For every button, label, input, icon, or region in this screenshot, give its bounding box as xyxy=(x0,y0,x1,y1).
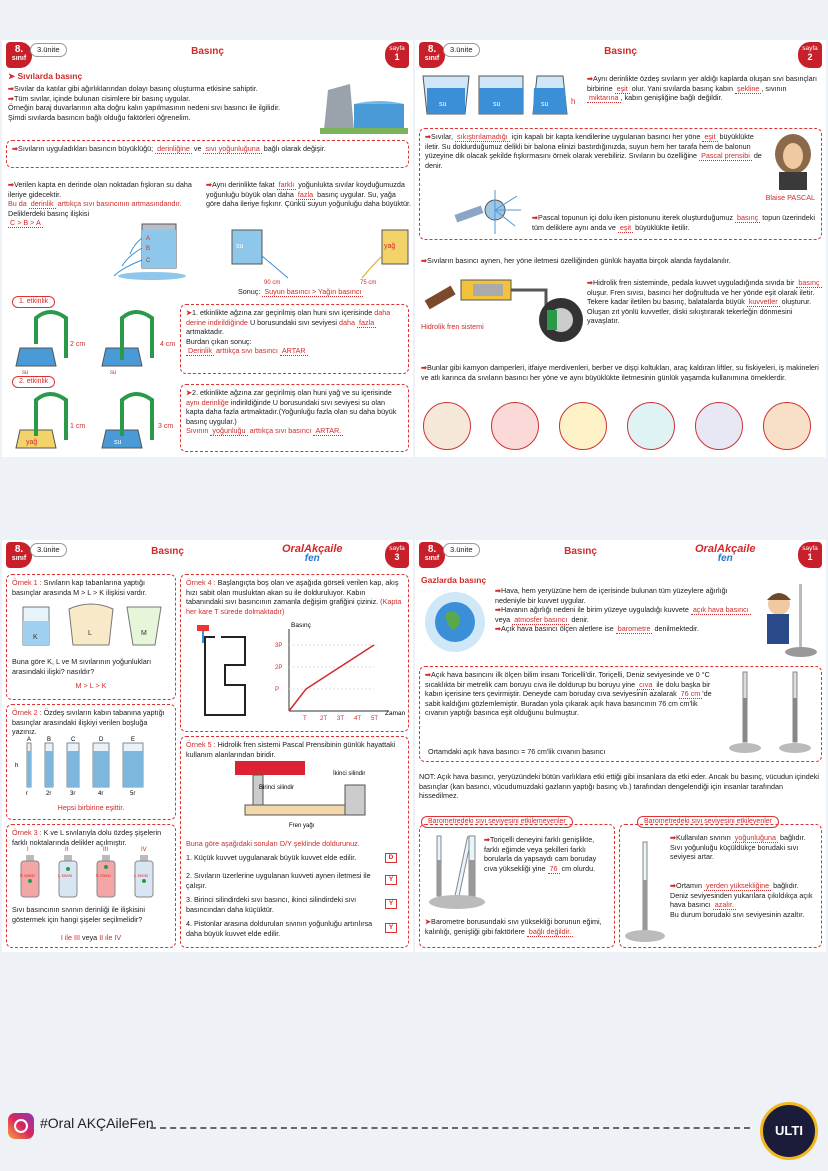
bottle-cap-2 xyxy=(64,855,72,861)
example-3-bottles xyxy=(13,847,169,899)
x-axis-label: Zaman xyxy=(385,710,406,717)
example-1-containers xyxy=(13,599,169,649)
x-tick: 3T xyxy=(337,716,345,722)
page-header xyxy=(415,40,826,68)
activity-2-height-1: 1 cm xyxy=(70,423,86,430)
cylinder-radius-D: 4r xyxy=(98,791,104,797)
cylinder-label-E: E xyxy=(131,737,136,743)
container-m-label: M xyxy=(141,630,147,637)
page-number-badge: sayfa 1 xyxy=(798,542,822,568)
torricelli-summary: Ortamdaki açık hava basıncı = 76 cm'lik cıvanın basıncı xyxy=(428,747,606,756)
page-title: Basınç xyxy=(564,546,597,557)
section-title: Gazlarda basınç xyxy=(421,575,487,585)
cylinder-label-D: D xyxy=(99,737,104,743)
bottle-liquid-2: L sıvısı xyxy=(58,873,73,878)
bottle-cap-3 xyxy=(102,855,110,861)
social-handle[interactable]: #Oral AKÇAileFen xyxy=(40,1115,154,1131)
oil-label: yağ xyxy=(384,243,396,250)
factors-box: ➡Sıvıların uyguladıkları basıncın büyüklüğü; derinliğine ve sıvı yoğunluğuna bağlı olarak değişir. xyxy=(6,140,409,168)
density-text: ➡Aynı derinlikte fakat farklı yoğunlukta sıvılar koyduğumuzda yoğunluğu büyük olan daha fazla basınç uygular. Su, yağa göre daha ileriye fışkırır. Çünkü suyun yoğunluğu daha büyüktür. xyxy=(206,180,411,208)
tilted-barometers-illustration xyxy=(427,834,487,910)
activity-2-water-label: su xyxy=(114,439,122,446)
example-1-box: Örnek 1 : Sıvıların kap tabanlarına yaptığı basınçlar arasında M > L > K ilişkisi vardır. K L M Buna göre K, L ve M sıvılarının yoğunlukları arasındaki ilişki? nasıldır? M > L > K xyxy=(6,574,176,700)
example-2-cylinders xyxy=(13,737,169,797)
page-3 xyxy=(2,540,413,952)
water-label-3: su xyxy=(541,101,549,108)
unit-label: 3.ünite xyxy=(443,43,480,57)
example-4-container xyxy=(191,625,261,725)
example-4-box: Örnek 4 : Başlangıçta boş olan ve aşağıda görseli verilen kap, akış hızı sabit olan musluktan akan su ile dolduruluyor. Kabın tabanındaki sıvı basıncının zamanla değişim grafiğini çiziniz. (Kapta her kare T sürede dolmaktadır) Basınç Zaman 3P 2P P T 2T 3T 4T 5T xyxy=(180,574,409,732)
cylinder-liquid-E xyxy=(123,751,143,787)
bottle-2 xyxy=(59,861,77,897)
bottle-label-2: II xyxy=(65,847,69,853)
example-5-answer-2: Y xyxy=(385,875,397,885)
page-header xyxy=(2,40,413,68)
distance-water: 90 cm xyxy=(264,280,281,286)
activity-1-text: ➤1. etkinlikte ağzına zar geçirilmiş olan huni sıvı içerisinde daha derine indirildiğinde U borusundaki sıvı seviyesi daha fazla artmaktadır. Burdan çıkan sonuç: Derinlik arttıkça sıvı basıncı ARTAR xyxy=(180,304,409,374)
example-3-answer: I ile III veya II ile IV xyxy=(60,933,122,942)
note-text: NOT: Açık hava basıncı, yeryüzündeki bütün varlıklara etki ettiği gibi insanlara da etki eder. Ancak bu basınç, vücudun içindeki basınçlar (kan basıncı, vücudumuzdaki gazların yaptığı basınç vb.) tarafından dengelendiği için insanlar tarafından hissedilmez. xyxy=(419,772,819,800)
example-5-item-3: 3. Birinci silindirdeki sıvı basıncı, ikinci silindirdeki sıvı basıncından daha küçüktür. xyxy=(186,895,357,914)
page-title: Basınç xyxy=(604,46,637,57)
depth-label: h xyxy=(571,97,576,106)
page-4 xyxy=(415,540,826,952)
intro-text: ➡Sıvılar da katılar gibi ağırlıklarından dolayı basınç oluşturma etkisine sahiptir. ➡Tüm sıvılar, içinde bulunan cisimlere bir basınç uygular. Örneğin baraj duvarlarının alta doğru kalın yapılmasının nedeni sıvı basıncı ile ilgilidir. Şimdi sıvılarda basıncın bağlı olduğu faktörleri öğrenelim. xyxy=(8,84,281,122)
unit-label: 3.ünite xyxy=(443,543,480,557)
car-lift-icon xyxy=(695,402,743,450)
second-cylinder-label: İkinci silindir xyxy=(333,771,366,777)
activity-1-water-label: su xyxy=(22,370,29,376)
example-4-chart xyxy=(275,622,406,727)
example-1-answer: M > L > K xyxy=(75,681,107,690)
water-label-1: su xyxy=(439,101,447,108)
non-affecting-factors-box: ➡Toriçelli deneyini farklı genişlikte, farklı eğimde veya şekilleri farklı borularla da yapsaydı cam boruday cıva yüksekliği yine 76 cm olurdu. ➤Barometre borusundaki sıvı yüksekliği borunun eğimi, kalınlığı, genişliği gibi faktörlere bağlı değildir. xyxy=(419,824,615,948)
page-title: Basınç xyxy=(151,546,184,557)
example-5-box: Örnek 5 : Hidrolik fren sistemi Pascal Prensibinin günlük hayattaki kullanım alanlarından biridir. Birinci silindir İkinci silindir Fren yağı Buna göre aşağıdaki soruları D/Y şeklinde doldurunuz. 1. Küçük kuvvet uygulanarak büyük kuvvet elde edilir. D 2. Sıvıların üzerlerine uygulanan kuvveti aynen iletmesi ile çalışır. Y 3. Birinci silindirdeki sıvı basıncı, ikinci silindirdeki sıvı basıncından daha küçüktür. Y 4. Pistonlar arasına doldurulan sıvının yoğunluğu artırılırsa daha büyük kuvvet elde edilir. Y xyxy=(180,736,409,948)
footer xyxy=(0,1100,828,1171)
section-title: ➤ Sıvılarda basınç xyxy=(8,71,83,81)
excavator-icon xyxy=(559,402,607,450)
depth-text: ➡Verilen kapta en derinde olan noktadan fışkıran su daha ileriye gidecektir. Bu da derinlik arttıkça sıvı basıncının artmasındandır. Deliklerdeki basınç ilişkisi C > B > A xyxy=(8,180,192,227)
y-tick: 2P xyxy=(275,665,283,671)
example-3-box: Örnek 3 : K ve L sıvılarıyla dolu özdeş şişelerin farklı noktalarında delikler açılmıştır. I K sıvısı II L sıvısı III K sıvısı IV L sıvısı Sıvı basıncının sıvının derinliği ile ilişkisini göstermek için hangi şişeler seçilmelidir? I ile III veya II ile IV xyxy=(6,824,176,948)
distance-oil: 75 cm xyxy=(360,280,377,286)
examples-text: ➡Bunlar gibi kamyon damperleri, itfaiye merdivenleri, berber ve dişçi koltukları, araç kaldıran liftler, su fiskiyeleri, iş makineleri ve atlı karınca da sıvıların basıncı her yöne ve aynı büyüklükte iletmesinin günlük yaşamda kullanımına örneklerdir. xyxy=(421,363,819,382)
activity-2-oil-label: yağ xyxy=(26,439,38,446)
grade-badge: 8. sınıf xyxy=(6,42,32,68)
example-5-answer-4: Y xyxy=(385,923,397,933)
cylinder-label-C: C xyxy=(71,737,76,743)
conclusion: Sonuç: Suyun basıncı > Yağın basıncı xyxy=(238,287,362,296)
page-title: Basınç xyxy=(191,46,224,57)
examples-icons xyxy=(423,402,823,452)
x-tick: 5T xyxy=(371,716,379,722)
pressure-line xyxy=(289,645,374,711)
page-number-badge: sayfa 3 xyxy=(385,542,409,568)
grade-badge: 8. sınıf xyxy=(419,42,445,68)
page-header xyxy=(2,540,413,568)
torricelli-experiment-illustration xyxy=(723,668,819,760)
footer-divider xyxy=(150,1127,750,1129)
container-l-label: L xyxy=(88,630,92,637)
bottle-hole-2 xyxy=(66,867,70,871)
activity-2-label: 2. etkinlik xyxy=(12,376,55,388)
activity-1-illustration xyxy=(10,308,190,376)
activity-1-height-1: 2 cm xyxy=(70,341,86,348)
x-tick: 2T xyxy=(320,716,328,722)
hole-container-illustration xyxy=(112,220,207,280)
barometer-tube-illustration xyxy=(623,840,671,946)
x-tick: 4T xyxy=(354,716,362,722)
bottle-label-3: III xyxy=(103,847,109,853)
grade-badge: 8. sınıf xyxy=(419,542,445,568)
cylinder-liquid-C xyxy=(67,751,79,787)
hydraulic-brake-label: Hidrolik fren sistemi xyxy=(421,322,484,331)
non-affecting-factors-label: Barometredeki sıvı seviyesini etkilemeyenler xyxy=(421,816,573,828)
cylinder-liquid-A xyxy=(27,751,31,787)
carousel-icon xyxy=(763,402,811,450)
same-depth-text: ➡Aynı derinlikte özdeş sıvıların yer aldığı kaplarda oluşan sıvı basınçları birbirine eşit olur. Yani sıvılarda basınç kabın şekline , sıvının miktarına , kabın genişliğine bağlı değildir. xyxy=(587,74,818,102)
bottle-hole-4 xyxy=(142,879,146,883)
bottle-hole-1 xyxy=(28,879,32,883)
daily-use-text: ➡Sıvıların basıncı aynen, her yöne iletmesi özelliğinden günlük hayatta birçok alanda faydalanılır. xyxy=(421,256,731,265)
brand-logo: OralAkçaile fen xyxy=(695,543,756,564)
activity-2-text: ➤2. etkinlikte ağzına zar geçirilmiş olan huni yağ ve su içerisinde aynı derinliğe indirildiğinde U borusundaki sıvı seviyesi su olan kapta daha fazla artmaktadır.(Yoğunluğu fazla olan su daha büyük basınç uygular.) Sıvının yoğunluğu arttıkça sıvı basıncı ARTAR. xyxy=(180,384,409,452)
example-2-box: Örnek 2 : Özdeş sıvıların kabın tabanına yaptığı basınçlar arasındaki ilişkiyi verilen boşluğa yazınız. h A r B 2r C 3r D 4r E 5r Hepsi birbirine eşittir. xyxy=(6,704,176,820)
activity-2-height-2: 3 cm xyxy=(158,423,174,430)
grade-badge: 8. sınıf xyxy=(6,542,32,568)
example-5-item-1: 1. Küçük kuvvet uygulanarak büyük kuvvet elde edilir. xyxy=(186,853,357,862)
water-label: su xyxy=(236,243,244,250)
page-1 xyxy=(2,40,413,457)
affecting-factors-box: ➡Kullanılan sıvının yoğunluğuna bağlıdır. Sıvı yoğunluğu küçüldükçe borudaki sıvı seviyesi artar. ➡Ortamın yerden yüksekliğine bağlıdır. Deniz seviyesinden yukarılara çıkıldıkça açık hava basıncı azalır. Bu durum borudaki sıvı seviyesinin azaltır. xyxy=(619,824,822,948)
y-tick: 3P xyxy=(275,643,283,649)
brand-logo: OralAkçaile fen xyxy=(282,543,343,564)
example-2-answer: Hepsi birbirine eşittir. xyxy=(57,803,125,812)
bottle-label-1: I xyxy=(27,847,29,853)
bottle-hole-3 xyxy=(104,865,108,869)
brake-fluid-label: Fren yağı xyxy=(289,823,315,829)
cylinder-radius-B: 2r xyxy=(46,791,52,797)
cylinder-radius-C: 3r xyxy=(70,791,76,797)
torricelli-box: ➡Açık hava basıncını ilk ölçen bilim insanı Toricelli'dir. Toriçelli, Deniz seviyesinde ve 0 °C sıcaklıkta bir metrelik cam boruyu cıva ile doldurup bu boruyu yine cıva ile dolu başka bir kabın içerisine ters çevirmiştir. Deneyde cam boruday cıva seviyesinin azalarak 76 cm 'de sabit kaldığını gözlemlemiştir. Buradan yola çıkarak açık hava basıncının 76 cm cm'lik cıvanın yaptığı basınca eşit olduğunu bulmuştur. Ortamdaki açık hava basıncı = 76 cm'lik cıvanın basıncı xyxy=(419,666,822,762)
page-number-badge: sayfa 2 xyxy=(798,42,822,68)
activity-2-illustration xyxy=(10,386,190,452)
pascal-box: ➡Sıvılar, sıkıştırılamadığı için kapalı bir kapta kendilerine uygulanan basıncı her yöne eşit büyüklükte iletir. Su doldurduğumuz delikli bir balona elinizi bastırdığınızda, suyun hem her tarafa hem de balonun yüzeyine dik olacak şekilde fışkırmasını örnek olarak verebiliriz. Sıvıların bu özelliğine Pascal prensibi de denir. Blaise PASCAL ➡Pascal topunun içi dolu iken pistonunu iterek oluşturduğumuz basınç topun üzerindeki tüm deliklere aynı anda ve eşit büyüklükte iletilir. xyxy=(419,128,822,240)
label-a: A xyxy=(146,236,151,242)
bottle-liquid-4: L sıvısı xyxy=(134,873,149,878)
page-number-badge: sayfa 1 xyxy=(385,42,409,68)
example-5-item-4: 4. Pistonlar arasına doldurulan sıvının yoğunluğu artırılırsa daha büyük kuvvet elde edilir. xyxy=(186,919,373,938)
air-pressure-text: ➡Hava, hem yeryüzüne hem de içerisinde bulunan tüm yüzeylere ağırlığı nedeniyle bir kuvvet uygular. ➡Havanın ağırlığı nedeni ile birim yüzeye uyguladığı kuvvete açık hava basıncı veya atmosfer basıncı denir. ➡Açık hava basıncı ölçen aletlere ise barometre denilmektedir. xyxy=(495,586,749,633)
y-tick: P xyxy=(275,687,280,693)
first-cylinder-label: Birinci silindir xyxy=(259,785,295,791)
pascal-ball-illustration xyxy=(455,190,525,236)
bottle-liquid-1: K sıvısı xyxy=(20,873,35,878)
example-5-answer-3: Y xyxy=(385,899,397,909)
activity-1-water-label-2: su xyxy=(110,370,117,376)
example-5-answer-1: D xyxy=(385,853,397,863)
cylinder-liquid-D xyxy=(93,751,109,787)
publisher-logo: ULTI xyxy=(760,1102,818,1160)
activity-1-label: 1. etkinlik xyxy=(12,296,55,308)
cylinder-radius-A: r xyxy=(26,791,28,797)
bottle-label-4: IV xyxy=(141,847,147,853)
activity-1-height-2: 4 cm xyxy=(160,341,176,348)
cylinder-radius-E: 5r xyxy=(130,791,136,797)
y-axis-label: Basınç xyxy=(291,622,311,629)
pascal-name: Blaise PASCAL xyxy=(765,193,815,202)
example-1-question: Buna göre K, L ve M sıvılarının yoğunlukları arasındaki ilişki? nasıldır? xyxy=(12,657,152,676)
page-2 xyxy=(415,40,826,457)
bottle-liquid-3: K sıvısı xyxy=(96,873,111,878)
height-label: h xyxy=(15,763,19,769)
water-oil-illustration xyxy=(212,226,410,284)
water-label-2: su xyxy=(493,101,501,108)
torricelli-portrait xyxy=(759,584,823,662)
unit-label: 3.ünite xyxy=(30,43,67,57)
bottle-cap-4 xyxy=(140,855,148,861)
barber-chair-icon xyxy=(423,402,471,450)
pascal-portrait xyxy=(769,132,817,190)
affecting-factors-label: Barometredeki sıvı seviyesini etkileyenler xyxy=(637,816,779,828)
three-containers-illustration xyxy=(421,70,581,118)
earth-atmosphere-illustration xyxy=(423,590,487,654)
label-b: B xyxy=(146,246,151,252)
page-header xyxy=(415,540,826,568)
example-5-item-2: 2. Sıvıların üzerlerine uygulanan kuvveti aynen iletmesi ile çalışır. xyxy=(186,871,371,890)
bottle-cap-1 xyxy=(26,855,34,861)
cylinder-label-B: B xyxy=(47,737,52,743)
dentist-chair-icon xyxy=(627,402,675,450)
unit-label: 3.ünite xyxy=(30,543,67,557)
hydraulic-brake-illustration xyxy=(421,272,591,344)
x-tick: T xyxy=(303,716,307,722)
hydraulic-brake-text: ➡Hidrolik fren sisteminde, pedala kuvvet uyguladığında sıvıda bir basınç oluşur. Fren sıvısı, basıncı her doğrultuda ve her yönde eşit olarak iletir. Tekere kadar iletilen bu basınç, balatalarda büyük kuvvetler oluşturur. Oluşan zıt yönlü kuvvetler, diski sıkıştırarak tekerleğin dönmesini yavaşlatır. xyxy=(587,278,820,325)
instagram-icon[interactable] xyxy=(8,1113,34,1139)
fire-truck-icon xyxy=(491,402,539,450)
example-3-question: Sıvı basıncının sıvının derinliği ile ilişkisini göstermek için hangi şişeler seçilmelidir? xyxy=(12,905,146,924)
example-5-instructions: Buna göre aşağıdaki soruları D/Y şeklinde doldurunuz. xyxy=(186,839,360,848)
example-5-brake-diagram xyxy=(205,761,385,831)
dam-illustration xyxy=(320,80,408,134)
container-k-label: K xyxy=(33,634,38,641)
cylinder-label-A: A xyxy=(27,737,32,743)
cylinder-liquid-B xyxy=(45,751,53,787)
label-c: C xyxy=(146,258,151,264)
